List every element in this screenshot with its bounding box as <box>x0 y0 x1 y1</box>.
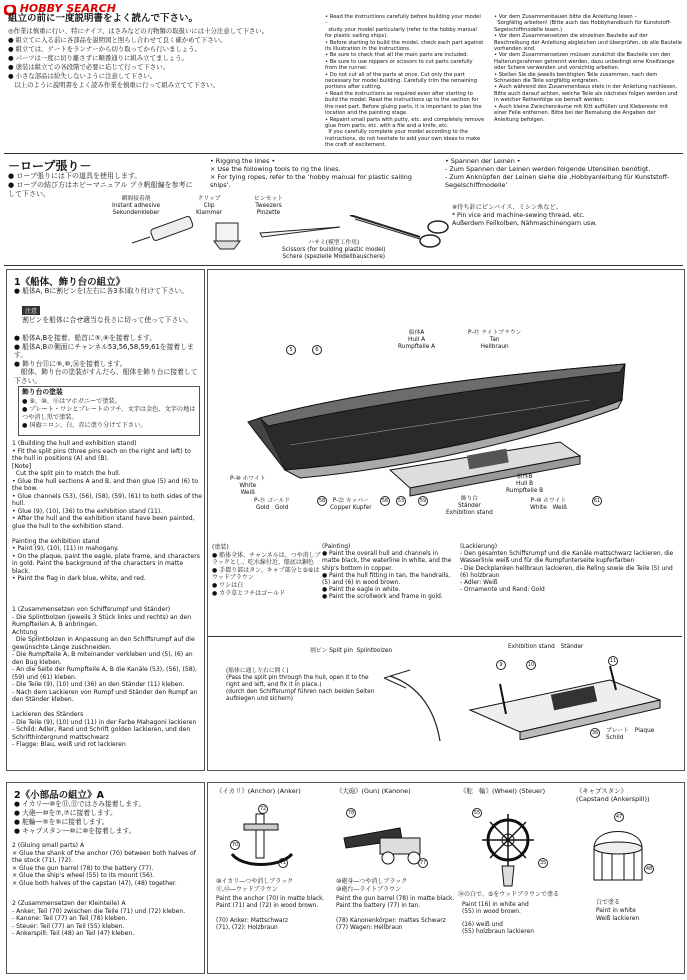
tool-tweezers-label: ピンセット Tweezers Pinzette <box>254 196 283 216</box>
gun-paint-en: Paint the gun barrel (78) in matte black. Paint the battery (77) in tan. <box>336 896 455 910</box>
part-number: 72 <box>259 806 267 812</box>
tan-label: P-㊼ ライトブラウン Tan Hellbraun <box>468 330 522 350</box>
hull-b-label: 船体B Hull B Rumpfteile B <box>506 474 544 494</box>
part-number: 6 <box>312 345 322 355</box>
tool-adhesive-label: 瞬間接着剤 Instant adhesive Sekundenkleber <box>112 196 161 216</box>
part-number: 58 <box>318 498 326 504</box>
tool-scissors-label: ハサミ(模型工作用) Scissors (for building plastic model) Schere (spezielle Modellbauschere) <box>282 240 386 260</box>
step2-de: 2 (Zusammensetzen der Kleinteile) A - Anker: Teil (70) zwischen die Teile (71) und (72) kleben. - Kanone: Teil (77) an Teil (78) kleben. - Steuer: Teil (77) an Teil (55) kleben. - Ankerspill: Teil (48) an Teil (47) kleben. <box>12 900 186 938</box>
wheel-paint-ja: ⑯の白で、⑤をウッドブラウンで塗る <box>458 891 559 898</box>
wheel-illustration <box>478 810 548 888</box>
gold-label: P-⑮ ゴールド Gold Gold <box>254 498 291 511</box>
intro-en: • Read the instructions carefully before building your model – study your model particularly (refer to the hobby manual for plastic sailing ships). • Before starting to build the model, check each part against its illustration in the instructions. • Be sure to check that all the main parts are included. • Be sure to use nippers or scissors to cut parts carefully from the runner. • Do not cut all of the parts at once. Cut only the part necessary for model building. Carefully trim the remaining portions after cutting. • Read the instructions as required even after starting to build the model. Read the instructions up to the section for the next part. Before gluing parts, it is important to plan the location and the painting stage. • Repaint small parts with putty, etc. and completely remove glue from parts, etc. with a file and a knife, etc. If you carefully complete your model according to the instructions, do not hesitate to add your own ideas to make the craft of excitement. <box>325 14 485 149</box>
step2-ja: ● イカリ―⑩を⑪,⑫ではさみ接着します。 ● 大砲―⑩を⑦,⑦に接着します。 ● 舵輪―⑤を⑤に接着します。 ● キャプスタン―⑩に⑩を接着します。 <box>14 800 146 835</box>
part-number: 11 <box>609 658 617 664</box>
stand-label: 飾り台 Ständer Exhibition stand <box>446 496 493 516</box>
plate-label: プレート Plaque Schild <box>606 728 655 741</box>
painting-de: (Lackierung) - Den gesamten Schiffsrumpf und die Kanäle mattschwarz lackieren, die Wasserlinie weiß und für die Rumpfunterseite kupferfarben - Die Deckplanken hellbraun lackieren, die Reling sowie die Teile (5) und (6) holzbraun - Adler: Weiß - Ornamente und Rand: Gold <box>460 544 674 594</box>
part-number: 9 <box>496 660 506 670</box>
capstan-paint-de: Weiß lackieren <box>596 916 640 922</box>
part-number: 35 <box>539 860 547 866</box>
part-number: 48 <box>645 866 653 872</box>
capstan-illustration <box>586 818 656 892</box>
splitpin-label: 割ピン Split pin Splintbolzen <box>310 648 393 654</box>
step1-ja-steps: ● 船体A,Bを接着、船首に⑤,⑥を接着します。 ● 船体A,Bの側面にチャンネル53,56,58,59,61を接着します。 ● 飾り台⑪に⑨,⑩,㊱を接着します。 船体、飾り台の塗装がすんだら、船体を飾り台に接着して下さい。 <box>14 334 198 385</box>
splitpin-illustration <box>380 656 450 746</box>
step1-title: 1《船体、飾り台の組立》 <box>14 277 126 288</box>
hull-a-label: 船体A Hull A Rumpfteile A <box>398 330 436 350</box>
intro-title: 組立の前に一度説明書をよく読んで下さい。 <box>8 13 199 24</box>
capstan-paint-ja: 白で塗る <box>596 899 621 906</box>
tool-clip-label: クリップ Clip Klammer <box>196 196 223 216</box>
step1-ja: ● 船体A, Bに割ピンを(左右に各3本)取り付けて下さい。 <box>14 287 189 295</box>
part-number: 77 <box>419 860 427 866</box>
part-number: 55 <box>473 810 481 816</box>
painting-ja: (塗装) ● 船体全体、チャンネルは、つや消しブラックとし、吃水線付近、船底は銅色 ● 手摺り部はタン、キャプ部分と⑤⑥はウッドブラウン ● ワシは白 ● カラ草とフチはゴールド <box>212 544 321 597</box>
paint-stand-ja: ● ⑨、⑩、⑪はマホガニーで塗装。 ● プレート・ワシとプレートのフチ、文字は金色、文字の地はつや消し黒で塗装。 ● 国旗＝ロン、白、赤に塗り分けて下さい。 <box>22 398 196 429</box>
capstan-paint-en: Paint in white <box>596 908 636 914</box>
anchor-paint-de: (70) Anker: Mattschwarz (71), (72): Holzbraun <box>216 918 289 932</box>
intro-de: • Vor dem Zusammenbauen bitte die Anleitung lesen – Sorgfältig arbeiten! (Bitte auch das Hobbyhandbuch für Kunststoff-Segelschiffmodelle lesen.) • Vor dem Zusammensetzen die einzelnen Bauteile auf der Beschreibung der Anleitung abgleichen und überprüfen, ob alle Bauteile vorhanden sind. • Vor dem Zusammensetzen müssen zunächst die Bauteile von den Halterungsrahmen getrennt werden, dazu unbedingt eine Kneifzange oder Schere verwenden und vorsichtig arbeiten. • Stellen Sie die jeweils benötigten Teile zusammen, nach dem Schneiden die Teile sorgfältig entgraten. • Auch während des Zusammenbaus stets in der Anleitung nachlesen. Bitte auch darauf achten, welche Teile als nächstes folgen werden und in welcher Reihenfolge sie bemalt werden. • Auch kleine Zwischenräume mit Kitt auffüllen und Klebereste mit einer Feile entfernen. Bitte bei der Bemalung die Angaben der Anleitung befolgen. <box>494 14 682 123</box>
hull-illustration <box>230 330 650 530</box>
step2-en: 2 (Gluing small parts) A × Glue the shank of the anchor (70) between both halves of the stock (71), (72). × Glue the gun barrel (78) to the battery (77). × Glue the ship's wheel (55) to its mount (56). × Glue both halves of the capstan (47), (48) together. <box>12 842 196 887</box>
anchor-paint-ja: ⑩イカリ―つや消しブラック ⑪,⑫―ウッドブラウン <box>216 878 294 893</box>
step2-title: 2《小部品の組立》A <box>14 790 104 801</box>
divider <box>4 153 683 154</box>
copper-label: P-㉒ カッパー Copper Kupfer <box>330 498 372 511</box>
step1-de: 1 (Zusammensetzen von Schiffsrumpf und Ständer) - Die Splintbolzen (jeweils 3 Stück links und rechts) an den Rumpfteilen A, B anbringen. Achtung Die Splintbolzen in Anpassung an den Schiffsrumpf auf die gewünschte Länge zuschneiden. - Die Rumpfteile A, B miteinander verkleben und (5), (6) an den Bug kleben. - An die Seite der Rumpfteile A, B die Kanäle (53), (56), (58), (59) und (61) kleben. - Die Teile (9), (10) und (36) an den Ständer (11) kleben. - Nach dem Lackieren von Rumpf und Ständer den Rumpf an den Ständer kleben. Lackieren des Ständers - Die Teile (9), (10) und (11) in der Farbe Mahagoni lackieren - Schild: Adler, Rand und Schrift golden lackieren, und den Schrifthintergrund mattschwarz - Flagge: Blau, weiß und rot lackieren <box>12 606 198 748</box>
part-number: 78 <box>347 810 355 816</box>
white-label-right: P-⑩ ホワイト White Weiß <box>530 498 567 511</box>
tools-illustration <box>120 215 460 255</box>
pin-note: ※待ち針にピンバイス、ミシン糸など。 * Pin vice and machine-sewing thread, etc. Außerdem Feilkolben, Nähmaschinengarn usw. <box>452 204 597 227</box>
caution-text: 割ピンを船体に合せ適当な長さに切って使って下さい。 <box>22 316 192 324</box>
wheel-paint-de: (16) weiß und (55) holzbraun lackieren <box>462 922 534 936</box>
white-label-left: P-⑩ ホワイト White Weiß <box>230 476 266 496</box>
wheel-head: 《舵 輪》(Wheel) (Steuer) <box>460 787 546 795</box>
part-number: 53 <box>397 498 405 504</box>
rope-de: • Spannen der Leinen • - Zum Spannen der Leinen werden folgende Utensilien benötigt. - Zum Anknüpfen der Leinen siehe die ‚Hobbyanleitung für Kunststoff-Segelschiffmodelle‘ <box>445 157 670 189</box>
adhesive-bottle-icon <box>132 216 194 243</box>
gun-head: 《大砲》(Gun) (Kanone) <box>336 787 411 795</box>
anchor-illustration <box>222 806 312 872</box>
rope-ja: ● ロープ張りには下の道具を使用します。 ● ロープの結び方はホビーマニュアル プラ帆船編を参考にして下さい。 <box>8 172 193 198</box>
rope-title: －ロープ張り－ <box>8 159 92 173</box>
part-number: 36 <box>591 730 599 736</box>
part-number: 70 <box>231 842 239 848</box>
part-number: 10 <box>527 662 535 668</box>
painting-en: (Painting) ● Paint the overall hull and channels in matte black, the waterline in white, and the ship's bottom in copper. ● Paint the hull fitting in tan, the handrails, (5) and (6) in wood brown. ● Paint the eagle in white. ● Paint the scrollwork and frame in gold. <box>322 544 452 601</box>
clip-icon <box>214 223 240 249</box>
splitpin-note: (船体に通し左右に開く) (Pass the split pin through the hull, open it to the right and left, and fix it in place.) (durch den Schiffsrumpf führen nach beiden Seiten aufbiegen und sichern) <box>226 668 375 702</box>
capstan-head: 《キャプスタン》 (Capstand (Ankerspill)) <box>576 787 650 803</box>
part-number: 5 <box>286 345 296 355</box>
intro-ja: ◎作業は慎重に行い、特にナイフ、はさみなどの刃物類の取扱いには十分注意して下さい。 ● 組立てに入る前に各部品を説明図と照らし合わせて良く確かめて下さい。 ● 組立ては、ゲートをランナーから切り取ってから行いましょう。 ● パーツは一度に切り離さずに順番通りに組み立てましょう。 ● 塗装は組立ての各段階で必要に応じて行って下さい。 ● 小さな部品は紛失しないように注意して下さい。 以上のように説明書をよく読み作業を慎重に行って組み立てて下さい。 <box>8 27 269 89</box>
divider <box>208 636 682 637</box>
anchor-paint-en: Paint the anchor (70) in matte black. Paint (71) and (72) in wood brown. <box>216 896 325 910</box>
part-number: 56 <box>381 498 389 504</box>
tweezers-icon <box>260 227 340 237</box>
anchor-head: 《イカリ》(Anchor) (Anker) <box>216 787 301 795</box>
caution-tag: 注意 <box>22 306 40 315</box>
rope-en: • Rigging the lines • × Use the following tools to rig the lines. × For tying ropes, refer to the ‘hobby manual for plastic sailing ships’. <box>210 157 412 189</box>
divider <box>4 265 683 266</box>
watermark-brand: HOBBY SEARCH <box>19 2 116 15</box>
part-number: 61 <box>593 498 601 504</box>
brand-logo-icon: ● <box>6 5 14 15</box>
exhibit-label: Exhibition stand Ständer <box>508 644 584 650</box>
part-number: 71 <box>279 860 287 866</box>
step1-en: 1 (Building the hull and exhibition stand) • Fit the split pins (three pins each on the right and left) to the hull in positions (A) and (B). [Note] Cut the split pin to match the hull. • Glue the hull sections A and B, and then glue (5) and (6) to the bow. • Glue channels (53), (56), (58), (59), (61) to both sides of the hull. • Glue (9), (10), (36) to the exhibition stand (11). • After the hull and the exhibition stand have been painted, glue the hull to the exhibition stand. Painting the exhibition stand • Paint (9), (10), (11) in mahogany. • On the plaque, paint the eagle, plate frame, and characters in gold. Paint the background of the characters in matte black. • Paint the flag in dark blue, white, and red. <box>12 440 202 582</box>
part-number: 47 <box>615 814 623 820</box>
scissors-icon <box>350 215 448 247</box>
part-number: 59 <box>419 498 427 504</box>
gun-paint-ja: ⑩砲身―つや消しブラック ⑩砲台―ライトブラウン <box>336 878 408 893</box>
wheel-paint-en: Paint (16) in white and (55) in wood brown. <box>462 902 529 916</box>
gun-paint-de: (78) Kanonenkörper: mattes Schwarz (77) Wagen: Hellbraun <box>336 918 446 932</box>
paint-stand-tag: 飾り台の塗装 <box>22 388 63 396</box>
